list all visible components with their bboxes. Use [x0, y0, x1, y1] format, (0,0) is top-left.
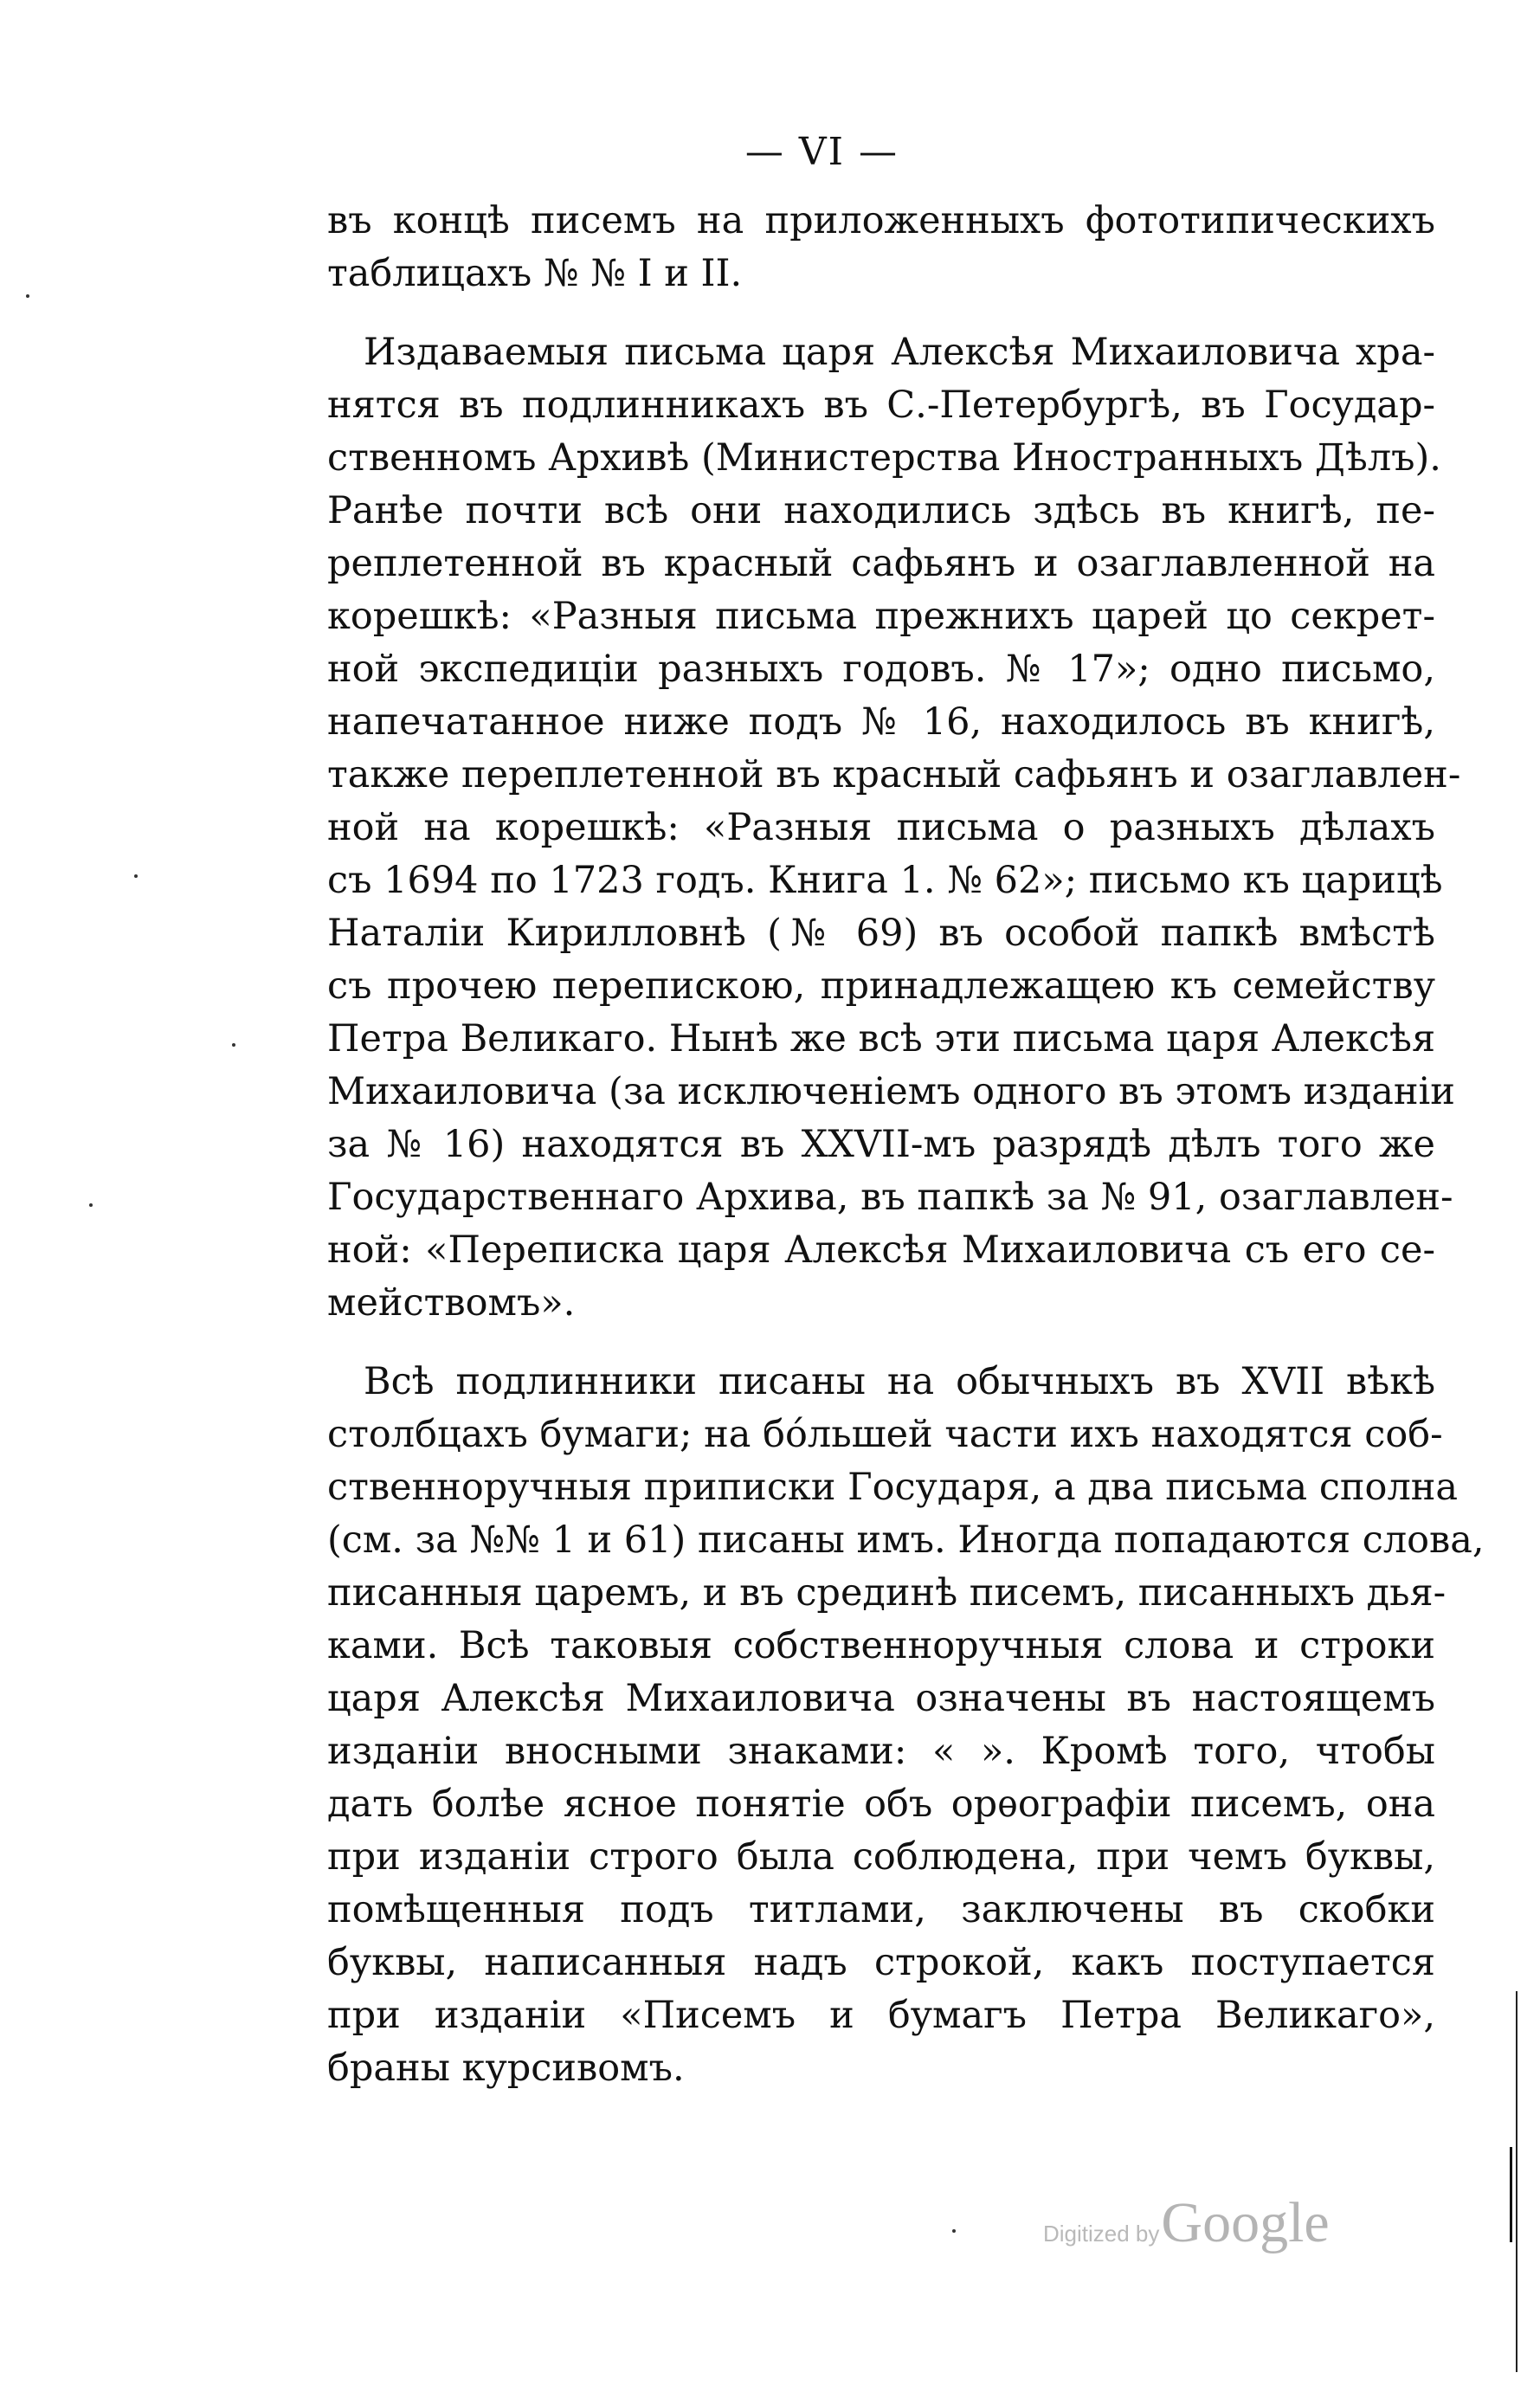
- scan-edge-mark: [1510, 2147, 1512, 2242]
- scan-speck: [26, 294, 29, 298]
- scan-speck: [952, 2229, 956, 2233]
- text-line: браны курсивомъ.: [327, 2047, 685, 2090]
- body-text: [327, 195, 1485, 2095]
- text-line: дать болѣе ясное понятіе объ орѳографіи писемъ, она: [327, 1783, 1435, 1826]
- text-line: при изданіи строго была соблюдена, при чемъ буквы,: [327, 1835, 1435, 1879]
- text-line: Наталіи Кирилловнѣ (№ 69) въ особой папкѣ вмѣстѣ: [327, 912, 1435, 955]
- text-line: корешкѣ: «Разныя письма прежнихъ царей цо секрет-: [327, 595, 1435, 638]
- text-line: Михаиловича (за исключеніемъ одного въ этомъ изданіи: [327, 1070, 1455, 1113]
- paragraph-3: [327, 1356, 1485, 2095]
- text-line: столбцахъ бумаги; на бóльшей части ихъ находятся соб-: [327, 1413, 1443, 1456]
- text-line: въ концѣ писемъ на приложенныхъ фототипическихъ: [327, 199, 1435, 242]
- paragraph-2: [327, 326, 1461, 1330]
- text-line: царя Алексѣя Михаиловича означены въ настоящемъ: [327, 1677, 1435, 1720]
- scan-edge-line: [1516, 1991, 1517, 2372]
- text-line: писанныя царемъ, и въ срединѣ писемъ, писанныхъ дья-: [327, 1571, 1447, 1615]
- text-line: при изданіи «Писемъ и бумагъ Петра Великаго»,: [327, 1994, 1435, 2037]
- text-line: также переплетенной въ красный сафьянъ и озаглавлен-: [327, 753, 1461, 796]
- text-line: таблицахъ № № I и II.: [327, 252, 743, 295]
- text-line: изданіи вносными знаками: « ». Кромѣ того, чтобы: [327, 1730, 1435, 1773]
- watermark-prefix: Digitized by: [1043, 2221, 1160, 2247]
- text-line: ственномъ Архивѣ (Министерства Иностранныхъ Дѣлъ).: [327, 436, 1441, 480]
- text-line: ственноручныя приписки Государя, а два письма сполна: [327, 1466, 1459, 1509]
- text-line: ной: «Переписка царя Алексѣя Михаиловича съ его се-: [327, 1228, 1435, 1272]
- text-line: Государственнаго Архива, въ папкѣ за № 91, озаглавлен-: [327, 1176, 1453, 1219]
- text-line: съ 1694 по 1723 годъ. Книга 1. № 62»; письмо къ царицѣ: [327, 859, 1443, 902]
- page-number: — VI —: [744, 130, 899, 174]
- text-line: за № 16) находятся въ XXVII-мъ разрядѣ дѣлъ того же: [327, 1123, 1435, 1166]
- text-line: Издаваемыя письма царя Алексѣя Михаиловича хра-: [364, 331, 1435, 374]
- paragraph-1: [327, 195, 1435, 300]
- text-line: Петра Великаго. Нынѣ же всѣ эти письма царя Алексѣя: [327, 1017, 1436, 1061]
- google-logo: Google: [1161, 2191, 1330, 2254]
- paragraph-gap: [327, 1330, 1435, 1356]
- paragraph-gap: [327, 300, 1435, 326]
- text-line: ной экспедиціи разныхъ годовъ. № 17»; одно письмо,: [327, 648, 1435, 691]
- scan-speck: [134, 874, 138, 878]
- text-line: съ прочею перепискою, принадлежащею къ семейству: [327, 964, 1435, 1008]
- text-line: ками. Всѣ таковыя собственноручныя слова и строки: [327, 1624, 1435, 1667]
- text-line: Всѣ подлинники писаны на обычныхъ въ XVII вѣкѣ: [364, 1360, 1435, 1403]
- text-line: напечатанное ниже подъ № 16, находилось въ книгѣ,: [327, 700, 1435, 744]
- text-line: реплетенной въ красный сафьянъ и озаглавленной на: [327, 542, 1435, 585]
- text-line: (см. за №№ 1 и 61) писаны имъ. Иногда попадаются слова,: [327, 1518, 1485, 1562]
- digitized-by-watermark: [1043, 2190, 1330, 2256]
- scan-speck: [232, 1043, 235, 1047]
- text-line: мействомъ».: [327, 1281, 576, 1325]
- scan-speck: [89, 1203, 93, 1207]
- text-line: помѣщенныя подъ титлами, заключены въ скобки: [327, 1888, 1435, 1931]
- text-line: ной на корешкѣ: «Разныя письма о разныхъ дѣлахъ: [327, 806, 1435, 849]
- text-line: нятся въ подлинникахъ въ С.-Петербургѣ, въ Государ-: [327, 384, 1435, 427]
- text-line: Ранѣе почти всѣ они находились здѣсь въ книгѣ, пе-: [327, 489, 1435, 532]
- text-line: буквы, написанныя надъ строкой, какъ поступается: [327, 1941, 1435, 1984]
